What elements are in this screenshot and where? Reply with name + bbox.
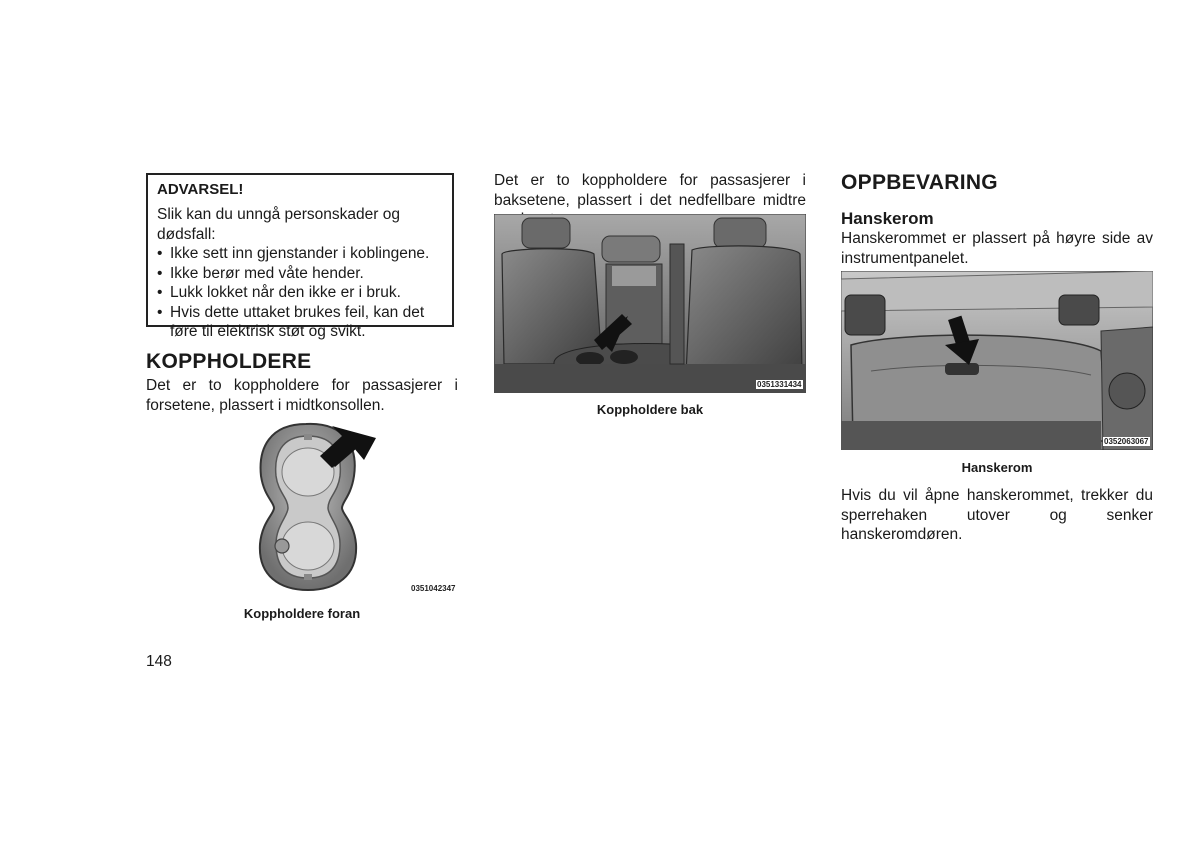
- glovebox-illustration: [841, 271, 1153, 450]
- rear-seat-illustration: [494, 214, 806, 393]
- warning-item: • Ikke berør med våte hender.: [157, 264, 452, 284]
- hanskerom-paragraph-2: Hvis du vil åpne hanskerommet, trekker du sperrehaken utover og senker hanskeromdøren.: [841, 487, 1153, 543]
- subheading-hanskerom: Hanskerom: [841, 209, 934, 228]
- front-cupholder-figure: [236, 418, 462, 596]
- warning-list: [157, 244, 452, 342]
- koppholdere-paragraph: Det er to koppholdere for passasjerer i forsetene, plassert i midtkonsollen.: [146, 377, 458, 414]
- warning-item: • Hvis dette uttaket brukes feil, kan det føre til elektrisk støt og svikt.: [157, 303, 452, 342]
- warning-title: ADVARSEL!: [157, 181, 244, 198]
- warning-intro: Slik kan du unngå personskader og dødsfall:: [157, 206, 400, 243]
- warning-item: • Lukk lokket når den ikke er i bruk.: [157, 283, 452, 303]
- rear-cupholder-figure: [494, 214, 806, 393]
- figure-code: 0352063067: [1104, 437, 1149, 446]
- glovebox-figure: [841, 271, 1153, 450]
- section-heading-koppholdere: KOPPHOLDERE: [146, 350, 312, 373]
- figure-caption-rear: Koppholdere bak: [596, 402, 704, 417]
- warning-item: • Ikke sett inn gjenstander i koblingene.: [157, 244, 452, 264]
- hanskerom-paragraph-1: Hanskerommet er plassert på høyre side av instrumentpanelet.: [841, 230, 1153, 267]
- warning-box: [146, 173, 454, 340]
- figure-caption-glovebox: Hanskerom: [961, 460, 1033, 475]
- figure-code: 0351331434: [757, 380, 802, 389]
- figure-caption-front: Koppholdere foran: [243, 606, 361, 621]
- section-heading-oppbevaring: OPPBEVARING: [841, 171, 998, 194]
- figure-code: 0351042347: [411, 584, 456, 593]
- rear-cupholder-paragraph: Det er to koppholdere for passasjerer i baksetene, plassert i det nedfellbare midtre: [494, 172, 806, 209]
- front-cupholder-illustration: [236, 418, 462, 596]
- page-number: 148: [146, 653, 172, 670]
